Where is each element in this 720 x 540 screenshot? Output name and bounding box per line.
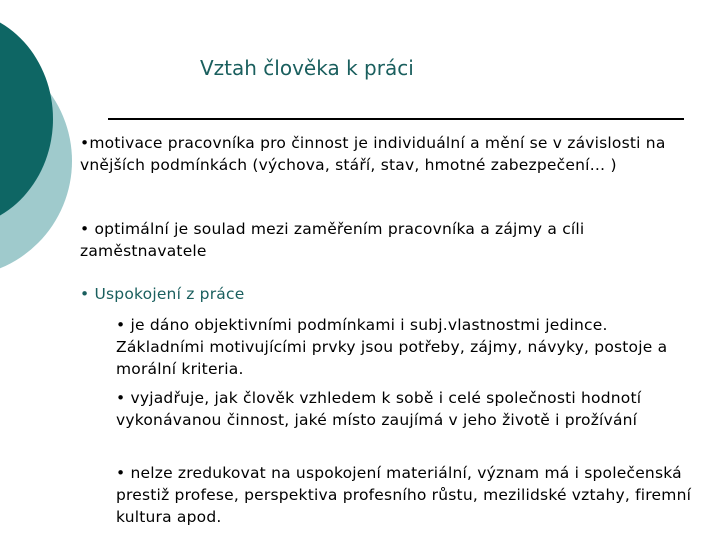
sub-bullet-not-material: • nelze zredukovat na uspokojení materiální, význam má i společenská prestiž profese, perspektiva profesního růstu, mezilidské vztahy, firemní kultura apod. — [116, 464, 692, 526]
sub-bullet-conditions: • je dáno objektivními podmínkami i subj.vlastnostmi jedince. Základními motivujícími prvky jsou potřeby, zájmy, návyky, postoje a morální kriteria. — [116, 316, 668, 378]
slide-title: Vztah člověka k práci — [200, 56, 414, 80]
bullet-motivation: •motivace pracovníka pro činnost je individuální a mění se v závislosti na vnějších podmínkách (výchova, stáří, stav, hmotné zabezpečení… ) — [80, 134, 666, 174]
bullet-optimal: • optimální je soulad mezi zaměřením pracovníka a zájmy a cíli zaměstnavatele — [80, 220, 585, 260]
sub-bullet-evaluation: • vyjadřuje, jak člověk vzhledem k sobě i celé společnosti hodnotí vykonávanou činnost, jaké místo zaujímá v jeho životě i prožívání — [116, 389, 642, 429]
decorative-circles — [0, 0, 72, 280]
bullet-job-satisfaction: • Uspokojení z práce — [80, 285, 245, 303]
title-divider — [108, 118, 684, 120]
